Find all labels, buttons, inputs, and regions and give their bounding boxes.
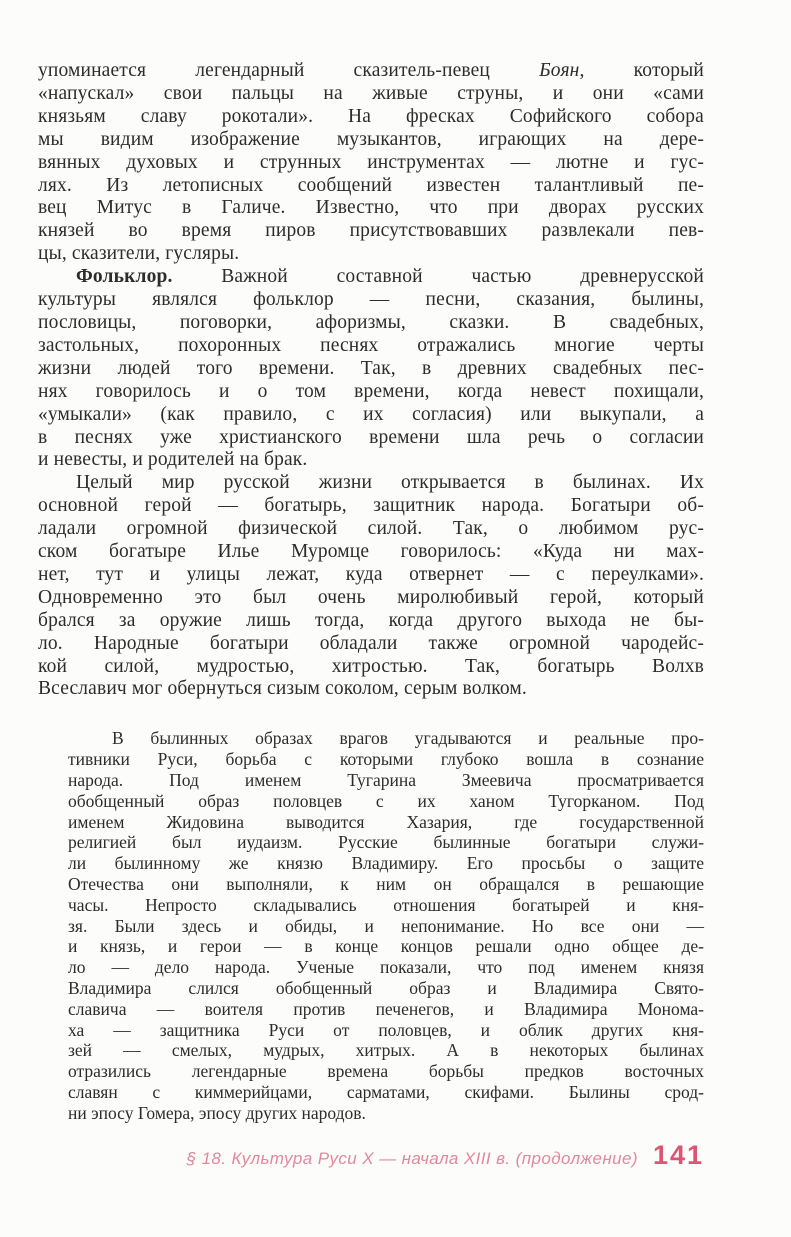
text-line: Целый мир русской жизни открывается в былинах. Их <box>76 472 704 494</box>
text-line: нях говорилось и о том времени, когда невест похищали, <box>38 380 704 402</box>
text-line: в песнях уже христианского времени шла речь о согласии <box>38 426 704 448</box>
text-line: «умыкали» (как правило, с их согласия) или выкупали, а <box>38 403 704 425</box>
text-line: Владимира слился обобщенный образ и Владимира Свято- <box>68 977 704 998</box>
text-line: застольных, похоронных песнях отражались многие черты <box>38 334 704 356</box>
text-line: тивники Руси, борьба с которыми глубоко вошла в сознание <box>68 749 704 770</box>
text-line: религией был иудаизм. Русские былинные богатыри служи- <box>68 832 704 853</box>
text-line: обобщенный образ половцев с их ханом Тугорканом. Под <box>68 790 704 811</box>
text-line: упоминается легендарный сказитель-певец Боян, который <box>38 60 704 81</box>
text-line: Всеславич мог обернуться сизым соколом, серым волком. <box>38 678 527 700</box>
text-line: вянных духовых и струнных инструментах — лютне и гус- <box>38 151 704 173</box>
text-line: ли былинному же князю Владимиру. Его просьбы о защите <box>68 853 704 874</box>
text-line: культуры являлся фольклор — песни, сказания, былины, <box>38 289 704 311</box>
text-line: основной герой — богатырь, защитник народа. Богатыри об- <box>38 495 704 517</box>
text-line: и невесты, и родителей на брак. <box>38 449 308 471</box>
text-line: Одновременно это был очень миролюбивый герой, который <box>38 586 704 608</box>
text-line: Отечества они выполняли, к ним он обращался в решающие <box>68 873 704 894</box>
text-line: нет, тут и улицы лежат, куда отвернет — с переулками». <box>38 563 704 585</box>
page-footer <box>38 1140 704 1171</box>
text-line: зя. Были здесь и обиды, и непонимание. Но все они — <box>68 915 704 936</box>
body-paragraph <box>38 472 704 701</box>
text-line: «напускал» свои пальцы на живые струны, и они «сами <box>38 82 704 104</box>
text-line: мы видим изображение музыкантов, играющих на дере- <box>38 128 704 150</box>
text-line: ни эпосу Гомера, эпосу других народов. <box>68 1102 366 1123</box>
text-line: князей во время пиров присутствовавших развлекали пев- <box>38 220 704 242</box>
text-line: народа. Под именем Тугарина Змеевича просматривается <box>68 769 704 790</box>
body-paragraph <box>38 266 704 472</box>
text-line: брался за оружие лишь тогда, когда другого выхода не бы- <box>38 609 704 631</box>
text-line: отразились легендарные времена борьбы предков восточных <box>68 1061 704 1082</box>
text-line: князьям славу рокотали». На фресках Софийского собора <box>38 105 704 127</box>
text-line: ло — дело народа. Ученые показали, что под именем князя <box>68 957 704 978</box>
text-line: В былинных образах врагов угадываются и реальные про- <box>112 728 704 749</box>
text-line: пословицы, поговорки, афоризмы, сказки. В свадебных, <box>38 311 704 333</box>
text-line: цы, сказители, гусляры. <box>38 243 240 265</box>
text-line: часы. Непросто складывались отношения богатырей и кня- <box>68 894 704 915</box>
text-line: славян с киммерийцами, сарматами, скифами. Былины срод- <box>68 1081 704 1102</box>
text-line: ском богатыре Илье Муромце говорилось: «Куда ни мах- <box>38 541 704 563</box>
text-line: жизни людей того времени. Так, в древних свадебных пес- <box>38 357 704 379</box>
text-line: ладали огромной физической силой. Так, о любимом рус- <box>38 518 704 540</box>
text-line: зей — смелых, мудрых, хитрых. А в некоторых былинах <box>68 1040 704 1061</box>
text-line: Фольклор. Важной составной частью древнерусской <box>76 266 704 288</box>
text-block <box>38 60 704 1124</box>
text-line: вец Митус в Галиче. Известно, что при дворах русских <box>38 197 704 219</box>
petit-paragraph <box>68 728 704 1123</box>
chapter-caption: § 18. Культура Руси X — начала XIII в. (продолжение) <box>186 1149 638 1168</box>
body-paragraph <box>38 60 704 266</box>
text-line: и князь, и герои — в конце концов решали одно общее де- <box>68 936 704 957</box>
text-line: ха — защитника Руси от половцев, и облик других кня- <box>68 1019 704 1040</box>
text-line: ло. Народные богатыри обладали также огромной чародейс- <box>38 632 704 654</box>
text-line: кой силой, мудростью, хитростью. Так, богатырь Волхв <box>38 655 704 677</box>
text-line: лях. Из летописных сообщений известен талантливый пе- <box>38 174 704 196</box>
page-number: 141 <box>652 1140 704 1170</box>
text-line: славича — воителя против печенегов, и Владимира Монома- <box>68 998 704 1019</box>
text-line: именем Жидовина выводится Хазария, где государственной <box>68 811 704 832</box>
